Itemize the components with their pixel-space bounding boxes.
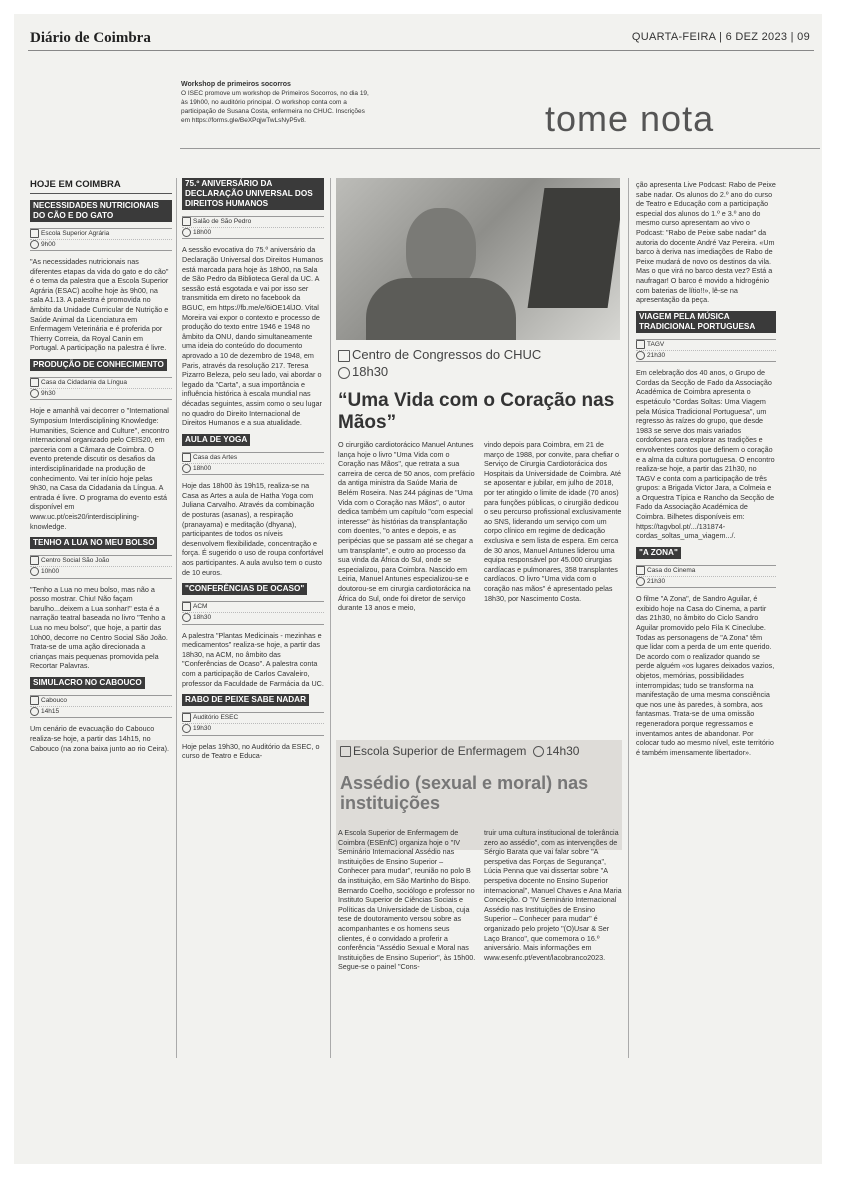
- event-text: "As necessidades nutricionais nas diferentes etapas da vida do gato e do cão" é o tema da palestra que a Escola Superior Agrária (ESAC) acolhe hoje às 9h00, na sala A1.13. A palestra é promovida no âmbito da Unidade Curricular de Nutrição e Saúde Animal da Licenciatura em Enfermagem Veterinária e é proferida por Thierry Correia, da Royal Canin em Portugal. A participação na palestra é livre.: [30, 257, 169, 353]
- feature-photo: [336, 178, 620, 340]
- location-icon: [636, 340, 645, 349]
- event-time: 9h30: [41, 390, 56, 398]
- feature-text-col-a: O cirurgião cardiotorácico Manuel Antunes lança hoje o livro "Uma Vida com o Coração nas Mãos", que retrata a sua carreira de cerca de 50 anos, com prefácio da antiga ministra da Saúde Maria de Belém Roseira. Nas 244 páginas de "Uma Vida com o Coração nas Mãos", o autor dedica também um capítulo "com especial interesse" às histórias da transplantação com doentes, "o antes e depois, e as peripécias que se passam até se chegar a um transplante", e outro ao processo da sua vinda da África do Sul, onde se especializou, para Coimbra. Nascido em Leiria, Manuel Antunes especializou-se e doutorou-se em cirurgia cardiotorácica na África do Sul, onde foi diretor de serviço durante 13 anos e meio,: [338, 440, 475, 613]
- location-icon: [30, 556, 39, 565]
- location-icon: [636, 566, 645, 575]
- event-title: PRODUÇÃO DE CONHECIMENTO: [30, 359, 167, 371]
- clock-icon: [636, 351, 645, 360]
- event-text: Hoje das 18h00 às 19h15, realiza-se na Casa as Artes a aula de Hatha Yoga com Juliana Carvalho. Através da combinação de posturas (asanas), a respiração (pranayama) e meditação (dhyana), participantes de todos os níveis desenvolvem flexibilidade, concentração e força. É sugerido o uso de roupa confortável aos participantes. A aula avulso tem o custo de 10 euros.: [182, 481, 324, 577]
- event-title: RABO DE PEIXE SABE NADAR: [182, 694, 309, 706]
- event-time: 10h00: [41, 568, 60, 576]
- feature2-title: Assédio (sexual e moral) nas instituições: [340, 773, 589, 813]
- event-time: 19h30: [193, 725, 212, 733]
- photo-monitor: [528, 188, 620, 308]
- event-title: 75.º ANIVERSÁRIO DA DECLARAÇÃO UNIVERSAL DOS DIREITOS HUMANOS: [182, 178, 324, 210]
- event-text: Hoje pelas 19h30, no Auditório da ESEC, o curso de Teatro e Educa-: [182, 741, 320, 761]
- event-text: O filme "A Zona", de Sandro Aguilar, é exibido hoje na Casa do Cinema, a partir das 21h30, no âmbito do Ciclo Sandro Aguilar promovido pelo Fila K Cineclube. Todas as personagens de "A Zona" têm que lidar com a perda de um ente querido. De acordo com o realizador quando se perde alguém «os lugares deixados vazios, objetos, memórias, possibilidades interrompidas; tudo se transforma na manifestação de uma mesma consciência que nos une às paredes, à sombra, aos fantasmas. Trata-se de uma omissão regeneradora porque regressamos e inventamos antes de abandonar. Por colocar tudo ao mesmo nível, este território é também imensamente libertador».: [636, 594, 775, 757]
- event-time: 18h00: [193, 465, 212, 473]
- event-text: A sessão evocativa do 75.º aniversário da Declaração Universal dos Direitos Humanos está marcada para hoje às 18h00, na Sala de São Pedro da Biblioteca Geral da UC. A sessão está esgotada e vai por isso ser transmitida em direto no facebook da BGUC, em https://fb.me/e/6iOE14lJO. Vital Moreira vai expor o contexto e processo de produção do texto entre 1946 e 1948 no âmbito da ONU, dando simultaneamente uma ideia do conteúdo do documento aprovado a 10 de dezembro de 1948, em Paris, através da resolução 217. Teresa Pizarro Beleza, pelo seu lado, vai abordar o legado da "Carta", a sua importância e influência histórica à escala mundial nas décadas seguintes, assim como o seu lugar no quadro do Direito Internacional de Direitos Humanos e a sua atualidade.: [182, 245, 324, 428]
- column-hoje: [30, 180, 172, 759]
- event-title: TENHO A LUA NO MEU BOLSO: [30, 537, 157, 549]
- event-meta: [30, 695, 172, 718]
- event-item: [182, 694, 324, 761]
- event-place: TAGV: [647, 340, 665, 348]
- clock-icon: [30, 240, 39, 249]
- section-title-hoje: HOJE EM COIMBRA: [30, 179, 121, 190]
- header-rule: [28, 50, 814, 51]
- feature-meta: [338, 347, 541, 379]
- event-place: Cabouco: [41, 697, 68, 705]
- event-item: [30, 359, 172, 531]
- event-title: "CONFERÊNCIAS DE OCASO": [182, 583, 307, 595]
- clock-icon: [533, 746, 544, 757]
- event-place: Auditório ESEC: [193, 714, 239, 722]
- location-icon: [30, 696, 39, 705]
- location-icon: [30, 378, 39, 387]
- event-place: Casa da Cidadania da Língua: [41, 379, 128, 387]
- photo-person-body: [366, 278, 516, 340]
- feature-place: Centro de Congressos do CHUC: [352, 347, 542, 362]
- clock-icon: [636, 577, 645, 586]
- event-place: Escola Superior Agrária: [41, 229, 110, 237]
- event-time: 9h00: [41, 241, 56, 249]
- location-icon: [340, 746, 351, 757]
- location-icon: [182, 453, 191, 462]
- clock-icon: [182, 464, 191, 473]
- event-place: Casa do Cinema: [647, 567, 696, 575]
- clock-icon: [30, 389, 39, 398]
- feature-title: “Uma Vida com o Coração nas Mãos”: [338, 390, 615, 433]
- event-time: 21h30: [647, 578, 666, 586]
- workshop-title: Workshop de primeiros socorros: [181, 81, 291, 88]
- feature2-text-col-a: A Escola Superior de Enfermagem de Coimbra (ESEnfC) organiza hoje o "IV Seminário Internacional Assédio nas Instituições de Ensino Superior – Conhecer para mudar", reunião no polo B da instituição, em São Martinho do Bispo. Bernardo Coelho, sociólogo e professor no Instituto Superior de Ciências Sociais e Políticas da Universidade de Lisboa, cuja tese de doutoramento versou sobre as acompanhantes e os homens seus clientes, é o convidado a proferir a conferência "Assédio Sexual e Moral nas Instituições de Ensino Superior", às 15h00. Segue-se o painel "Cons-: [338, 828, 476, 972]
- feature-time: 18h30: [352, 364, 389, 379]
- column-rule: [628, 178, 629, 1058]
- event-text: "Tenho a Lua no meu bolso, mas não a posso mostrar. Chiu! Não façam barulho...deixem a Lua sonhar!" esta é a narração teatral baseada no livro "Tenho a Lua no meu bolso", que hoje, a partir das 10h00, decorre no Centro Social São João. Trata-se de uma ação direcionada a crianças mais pequenas promovida pela Recortar Palavras.: [30, 584, 168, 671]
- event-meta: [636, 339, 776, 362]
- column-rule: [176, 178, 177, 1058]
- event-text: Em celebração dos 40 anos, o Grupo de Cordas da Secção de Fado da Associação Académica de Coimbra apresenta o espetáculo "Cordas Soltas: Uma Viagem pela Música Tradicional Portuguesa", um regresso às raízes do grupo, que desde 1983 se serve dos mais variados cordofones para explorar as tradições e envolventes contos que definem o coração e a alma da cultura portuguesa. O encontro realiza-se hoje, a partir das 21h30, no TAGV e conta com a participação de três grupos: a Brigada Victor Jara, a Colmeia e a Orquestra Típica e Rancho da Secção de Fado da Associação Académica de Coimbra. Bilhetes disponíveis em: https://tagvbol.pt/.../131874-cordas_soltas_uma_viagem.../.: [636, 368, 775, 541]
- location-icon: [182, 713, 191, 722]
- event-title: SIMULACRO NO CABOUCO: [30, 677, 145, 689]
- event-meta: [30, 228, 172, 251]
- workshop-text: O ISEC promove um workshop de Primeiros Socorros, no dia 19, às 19h00, no auditório principal. O workshop conta com a participação de Susana Costa, enfermeira no CHUC. Inscrições em https://forms.gle/BeXPqjwTwLsNyP5v8.: [181, 90, 369, 124]
- feature2-text-col-b: truir uma cultura institucional de tolerância zero ao assédio", com as intervenções de Sérgio Barata que vai falar sobre "A perspetiva das Forças de Segurança", Lúcia Penna que vai dissertar sobre "A perspetiva docente no Ensino Superior internacional", Manuel Chaves e Ana Maria Conceição. O "IV Seminário Internacional Assédio nas Instituições de Ensino Superior – Conhecer para mudar" é organizado pelo projeto "(O)Usar & Ser Laço Branco", que comemora o 16.º aniversário. Mais informações em www.esenfc.pt/event/lacobranco2023.: [484, 828, 622, 962]
- event-meta: [182, 452, 324, 475]
- event-time: 21h30: [647, 352, 666, 360]
- workshop-note: [181, 80, 371, 125]
- event-place: Salão de São Pedro: [193, 218, 252, 226]
- clock-icon: [338, 367, 350, 379]
- column-events-2: [182, 178, 324, 767]
- event-place: Centro Social São João: [41, 557, 110, 565]
- event-place: Casa das Artes: [193, 453, 238, 461]
- clock-icon: [182, 724, 191, 733]
- event-time: 18h30: [193, 614, 212, 622]
- event-place: ACM: [193, 603, 208, 611]
- event-time: 18h00: [193, 229, 212, 237]
- event-text: A palestra "Plantas Medicinais - mezinhas e medicamentos" realiza-se hoje, a partir das 18h30, na ACM, no âmbito das "Conferências de Ocaso". A palestra conta com a participação de Carlos Cavaleiro, professor da Faculdade de Farmácia da UC.: [182, 630, 324, 688]
- event-text: Um cenário de evacuação do Cabouco realiza-se hoje, a partir das 14h15, no Cabouco (na zona baixa junto ao rio Ceira).: [30, 724, 170, 753]
- column-rule: [330, 178, 331, 1058]
- clock-icon: [182, 228, 191, 237]
- location-icon: [182, 602, 191, 611]
- event-item: [182, 178, 324, 428]
- event-title: "A ZONA": [636, 547, 681, 559]
- page-date: QUARTA-FEIRA | 6 DEZ 2023 | 09: [631, 31, 810, 43]
- clock-icon: [182, 613, 191, 622]
- event-title: VIAGEM PELA MÚSICA TRADICIONAL PORTUGUESA: [636, 311, 776, 333]
- continued-text: ção apresenta Live Podcast: Rabo de Peixe sabe nadar. Os alunos do 2.º ano do curso de Teatro e Educação com a participação especial dos alunos do 1.º e 3.º ano do mesmo curso apresentam ao vivo o Podcast: "Rabo de Peixe sabe nadar" da autoria do docente André Vaz Pereira. «Um barco à deriva nas imediações de Rabo de Peixe mudará de novo os destinos da vila. Mas o que virá no barco desta vez? Está a naufragar! O barco é movido a hidrogénio com baterias de lítio!!», lê-se na apresentação da peça.: [636, 180, 776, 305]
- location-icon: [30, 229, 39, 238]
- event-title: NECESSIDADES NUTRICIONAIS DO CÃO E DO GATO: [30, 200, 172, 222]
- event-meta: [182, 712, 324, 735]
- divider: [30, 193, 172, 194]
- event-item: [30, 200, 172, 353]
- clock-icon: [30, 707, 39, 716]
- column-events-4: [636, 180, 776, 763]
- event-meta: [30, 555, 172, 578]
- event-item: [182, 583, 324, 688]
- event-meta: [182, 216, 324, 239]
- location-icon: [182, 217, 191, 226]
- feature2-time: 14h30: [546, 744, 580, 758]
- event-item: [30, 537, 172, 671]
- event-meta: [636, 565, 776, 588]
- event-title: AULA DE YOGA: [182, 434, 250, 446]
- event-item: [30, 677, 172, 753]
- event-time: 14h15: [41, 708, 60, 716]
- clock-icon: [30, 567, 39, 576]
- newspaper-brand: Diário de Coimbra: [30, 30, 151, 46]
- feature2-meta: [340, 744, 579, 758]
- event-item: [182, 434, 324, 577]
- event-meta: [182, 601, 324, 624]
- event-meta: [30, 377, 172, 400]
- feature2-place: Escola Superior de Enfermagem: [353, 744, 527, 758]
- feature-text-col-b: vindo depois para Coimbra, em 21 de março de 1988, por convite, para chefiar o Serviço de Cirurgia Cardiotorácica dos Hospitais da Universidade de Coimbra. Até se aposentar e jubilar, em julho de 2018, por ter atingido o limite de idade (70 anos) para funções públicas, o cirurgião dedicou o seu percurso profissional exclusivamente ao SNS, liderando um serviço com um corpo clínico em regime de dedicação exclusiva e sem lista de espera. Em cerca de 30 anos, Manuel Antunes liderou uma equipa responsável por 45.000 cirurgias cardíacas e pulmonares, 358 transplantes cardíacos. O livro "Uma vida com o coração nas mãos" é apresentado pelas 18h30, por Nascimento Costa.: [484, 440, 622, 603]
- section-heading: tome nota: [545, 98, 715, 139]
- event-item: [636, 547, 776, 758]
- event-text: Hoje e amanhã vai decorrer o "International Symposium Interdisciplining Knowledge: Humanities, Science and Culture", encontro internacional organizado pelo CEIS20, em parceria com a Câmara de Coimbra. O evento pretende discutir os desafios da interdisciplinaridade na produção de conhecimento. Vai ter início hoje pelas 9h30, na Casa da Cidadania da Língua. A entrada é livre. O programa do evento está disponível em www.uc.pt/ceis20/interdisciplining-knowledge.: [30, 406, 170, 531]
- location-icon: [338, 350, 350, 362]
- event-item: [636, 311, 776, 541]
- section-rule: [180, 148, 820, 149]
